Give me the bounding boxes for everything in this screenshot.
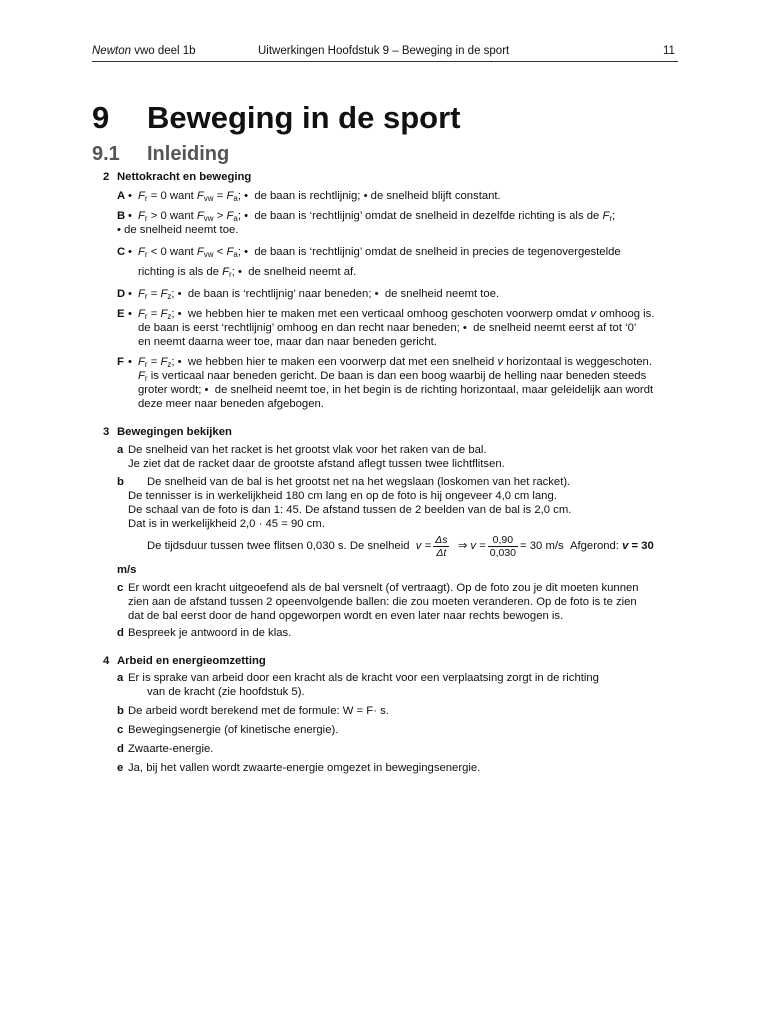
q2-B-line1: $F_r > 0$ want $F_{vw} > F_a$; • de baan is ‘rechtlijnig’ omdat de snelheid in dezelfde richting is als de $F_r$; [138, 210, 616, 223]
q3-b-formula-v1: v = [415, 540, 432, 552]
q3-b-label: b [117, 476, 124, 488]
header-rule [92, 61, 678, 62]
q3-c-line1: Er wordt een kracht uitgeoefend als de bal versnelt (of vertraagt). Op de foto zou je dit moeten kunnen [128, 582, 639, 594]
q3-number: 3 [103, 426, 110, 438]
q2-C-label: C [117, 246, 126, 258]
header-page-number: 11 [663, 45, 675, 57]
q3-b-rounded-unit: m/s [117, 564, 137, 576]
q3-c-line2: zien aan de afstand tussen 2 opeenvolgende ballen: die zou moeten veranderen. Op de foto is te zien [128, 596, 637, 608]
q3-b-line4: Dat is in werkelijkheid 2,0 · 45 = 90 cm. [128, 518, 325, 530]
q3-b-frac1-denominator: Δt [436, 546, 447, 559]
q3-b-implies-arrow: ⇒ [457, 540, 468, 552]
q2-B-line2: • de snelheid neemt toe. [117, 224, 239, 236]
q2-C-bullet: • [128, 246, 132, 258]
q2-E-line3: en neemt daarna weer toe, maar dan naar beneden gericht. [138, 336, 437, 348]
q3-d-label: d [117, 627, 124, 639]
q3-b-line1: De snelheid van de bal is het grootst net na het wegslaan (loskomen van het racket). [147, 476, 571, 488]
q2-F-line3: groter wordt; • de snelheid neemt toe, in het begin is de richting horizontaal, maar geleidelijk aan wordt [138, 384, 654, 396]
q3-b-frac2-numerator: 0,90 [488, 534, 518, 547]
section-title: Inleiding [147, 143, 230, 165]
q2-E-bullet: • [128, 308, 132, 320]
q2-number: 2 [103, 171, 110, 183]
header-book-title: Newton [92, 45, 131, 57]
q3-b-line2: De tennisser is in werkelijkheid 180 cm lang en op de foto is hij ongeveer 4,0 cm lang. [128, 490, 557, 502]
q2-A-label: A [117, 190, 126, 202]
q2-C-line1: $F_r < 0$ want $F_{vw} < F_a$; • de baan is ‘rechtlijnig’ omdat de snelheid in precies de tegenovergestelde [138, 246, 621, 259]
section-number: 9.1 [92, 143, 120, 165]
q4-c-line: Bewegingsenergie (of kinetische energie). [128, 724, 339, 736]
q4-a-label: a [117, 672, 124, 684]
q2-A-line: $F_r = 0$ want $F_{vw} = F_a$; • de baan is rechtlijnig; • de snelheid blijft constant. [138, 190, 501, 203]
q4-c-label: c [117, 724, 124, 736]
header-left [92, 45, 196, 57]
q4-d-label: d [117, 743, 124, 755]
q2-E-line1: $F_r = F_z$; • we hebben hier te maken met een verticaal omhoog geschoten voorwerp omdat v omhoog is. [138, 308, 655, 321]
q3-d-line: Bespreek je antwoord in de klas. [128, 627, 292, 639]
q2-title: Nettokracht en beweging [117, 171, 252, 183]
q4-b-label: b [117, 705, 124, 717]
q3-c-label: c [117, 582, 124, 594]
header-book-subtitle: vwo deel 1b [131, 45, 196, 57]
q4-b-line: De arbeid wordt berekend met de formule: W = F· s. [128, 705, 389, 717]
q3-b-frac1-numerator: Δs [435, 533, 448, 546]
q2-B-bullet: • [128, 210, 132, 222]
q3-b-fraction-values [488, 534, 518, 559]
q2-F-label: F [117, 356, 124, 368]
q2-D-bullet: • [128, 288, 132, 300]
q3-b-rounded-label: Afgerond: [569, 540, 619, 552]
q4-number: 4 [103, 655, 110, 667]
q3-b-frac2-denominator: 0,030 [489, 546, 517, 559]
q2-E-line2: de baan is eerst ‘rechtlijnig’ omhoog en dan recht naar beneden; • de snelheid neemt eerst af tot ‘0’ [138, 322, 637, 334]
q3-b-formula-result: = 30 m/s [520, 540, 564, 552]
q2-A-bullet: • [128, 190, 132, 202]
chapter-title: Beweging in de sport [147, 100, 461, 135]
q3-b-line3: De schaal van de foto is dan 1: 45. De afstand tussen de 2 beelden van de bal is 2,0 cm. [128, 504, 572, 516]
q3-b-rounded-v: v [622, 540, 629, 552]
q2-B-label: B [117, 210, 126, 222]
q4-e-line: Ja, bij het vallen wordt zwaarte-energie omgezet in bewegingsenergie. [128, 762, 481, 774]
q2-C-line2: richting is als de $F_r$; • de snelheid neemt af. [138, 266, 357, 279]
q3-b-formula-v2: v = [470, 540, 486, 552]
q3-b-formula-text: De tijdsduur tussen twee flitsen 0,030 s. De snelheid [147, 540, 410, 552]
q3-a-label: a [117, 444, 124, 456]
q2-F-line2: $F_r$ is verticaal naar beneden gericht. De baan is dan een boog waarbij de helling naar beneden steeds [138, 370, 647, 383]
q4-a-line1: Er is sprake van arbeid door een kracht als de kracht voor een verplaatsing zorgt in de richting [128, 672, 599, 684]
chapter-number: 9 [92, 100, 110, 135]
q2-F-bullet: • [128, 356, 132, 368]
q2-E-label: E [117, 308, 125, 320]
q4-d-line: Zwaarte-energie. [128, 743, 214, 755]
q2-F-line4: deze meer naar beneden afgebogen. [138, 398, 324, 410]
q3-a-line1: De snelheid van het racket is het grootst vlak voor het raken van de bal. [128, 444, 487, 456]
q2-D-label: D [117, 288, 126, 300]
q3-c-line3: dat de bal eerst door de hand opgeworpen wordt en even later naar rechts bewogen is. [128, 610, 564, 622]
q3-b-fraction-ds-dt [433, 534, 449, 559]
q4-e-label: e [117, 762, 124, 774]
q3-b-rounded-value: = 30 [631, 540, 654, 552]
q3-title: Bewegingen bekijken [117, 426, 232, 438]
q3-a-line2: Je ziet dat de racket daar de grootste afstand aflegt tussen twee lichtflitsen. [128, 458, 505, 470]
q3-b-formula [147, 532, 654, 560]
q4-title: Arbeid en energieomzetting [117, 655, 266, 667]
q2-F-line1: $F_r = F_z$; • we hebben hier te maken een voorwerp dat met een snelheid v horizontaal is weggeschoten. [138, 356, 652, 369]
q2-D-line: $F_r = F_z$; • de baan is ‘rechtlijnig’ naar beneden; • de snelheid neemt toe. [138, 288, 500, 301]
q4-a-line2: van de kracht (zie hoofdstuk 5). [147, 686, 305, 698]
header-center: Uitwerkingen Hoofdstuk 9 – Beweging in de sport [258, 45, 510, 57]
